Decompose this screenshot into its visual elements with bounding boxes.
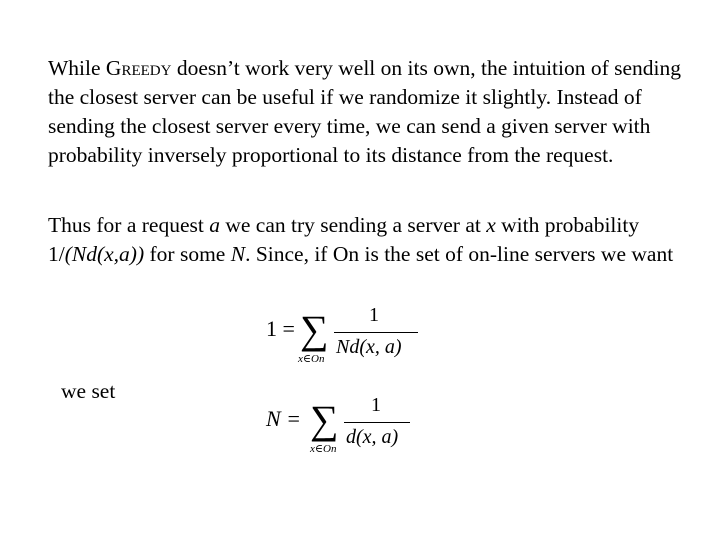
greedy-term: Greedy bbox=[105, 56, 172, 80]
formula1-denominator: Nd(x, a) bbox=[336, 336, 402, 358]
formula1-fraction-bar bbox=[334, 332, 418, 333]
paragraph-probability bbox=[48, 211, 698, 269]
formula1-subscript: x∈On bbox=[298, 353, 325, 365]
formula-n-definition bbox=[266, 392, 426, 460]
var-n: N bbox=[230, 242, 246, 266]
p1-prefix: While bbox=[48, 56, 106, 80]
formula1-sigma: ∑ bbox=[300, 307, 329, 352]
p1-rest: doesn’t work very well on its own, the intuition of sending the closest server can be useful if we randomize it slightly. Instead of sending the closest server every time, we can send a given server with probability inversely proportional to its distance from the request. bbox=[48, 56, 682, 167]
we-set-text: we set bbox=[61, 379, 116, 403]
p2-t5: . Since, if On is the set of on-line servers we want bbox=[245, 242, 674, 266]
formula2-fraction-bar bbox=[344, 422, 410, 423]
var-x: x bbox=[486, 213, 496, 237]
formula2-lhs: N = bbox=[266, 406, 302, 431]
paragraph-greedy-intuition bbox=[48, 54, 698, 170]
formula2-denominator: d(x, a) bbox=[346, 426, 399, 448]
formula-normalization bbox=[266, 302, 426, 370]
formula1-numerator: 1 bbox=[369, 304, 379, 326]
expr-nd: (Nd(x,a)) bbox=[64, 242, 145, 266]
formula2-numerator: 1 bbox=[371, 394, 381, 416]
p2-t1: Thus for a request bbox=[48, 213, 210, 237]
formula2-sigma: ∑ bbox=[310, 397, 339, 442]
formula1-lhs: 1 = bbox=[266, 316, 295, 341]
formula2-subscript: x∈On bbox=[310, 443, 337, 455]
var-a: a bbox=[209, 213, 220, 237]
p2-t3: with probability 1/ bbox=[48, 213, 640, 266]
p2-t2: we can try sending a server at bbox=[219, 213, 487, 237]
p2-t4: for some bbox=[144, 242, 231, 266]
